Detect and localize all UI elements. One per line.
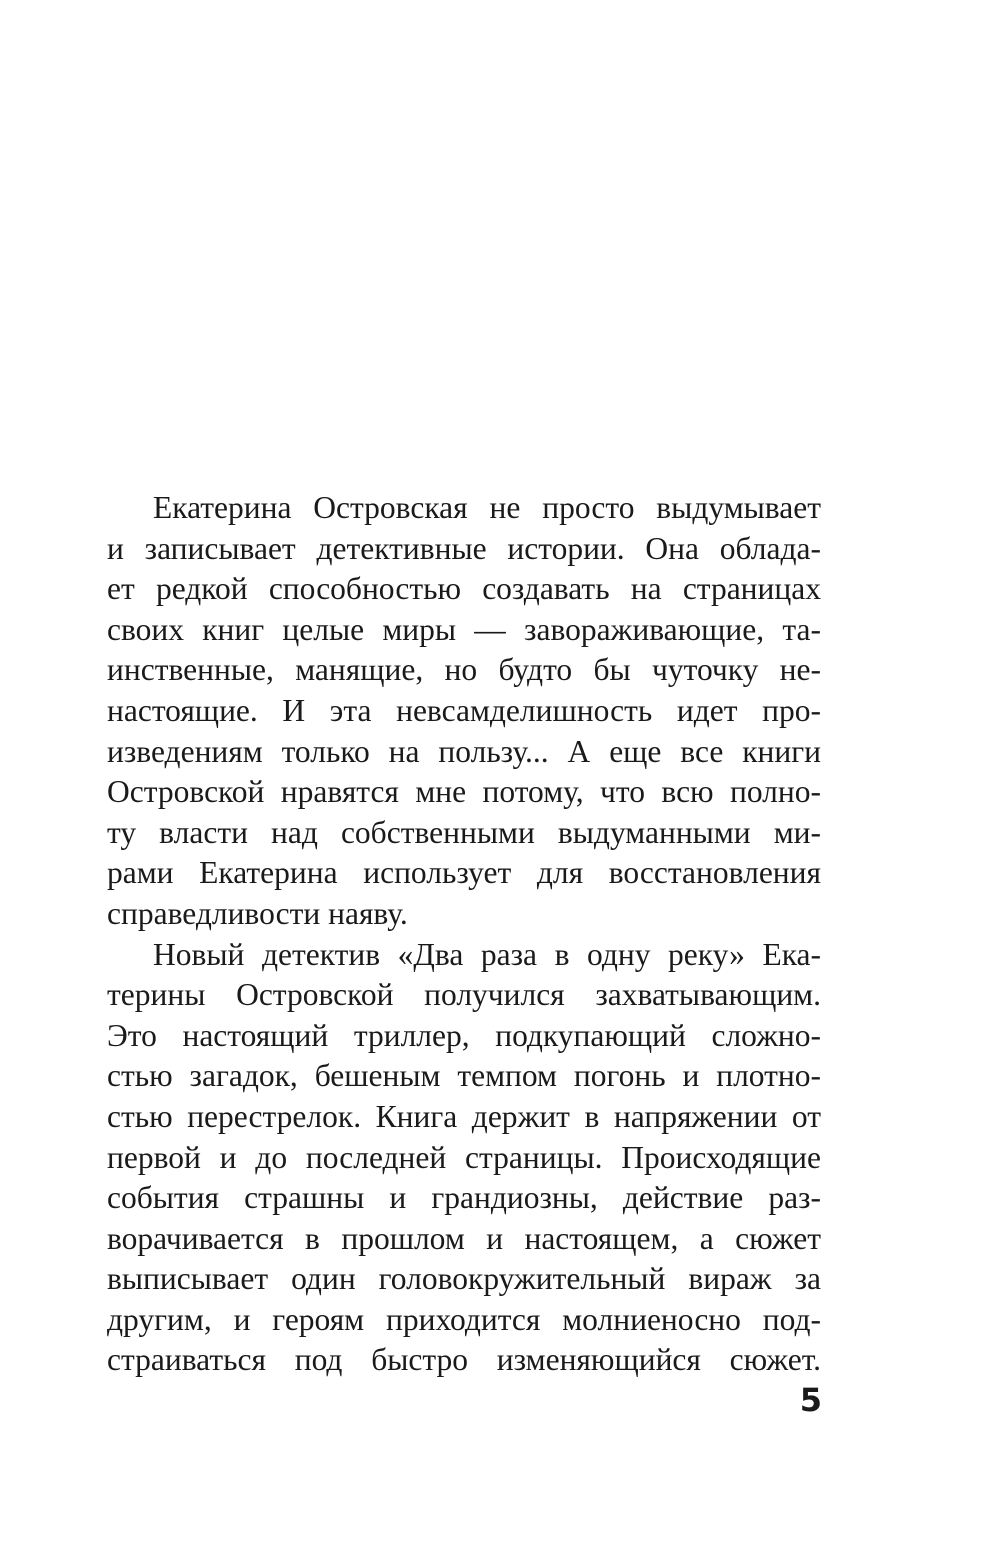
- text-line: ту власти над собственными выдуманными ми-: [107, 814, 821, 850]
- text-line: стью перестрелок. Книга держит в напряжении от: [107, 1098, 821, 1134]
- paragraph: [107, 935, 821, 1382]
- text-line: ет редкой способностью создавать на страницах: [107, 571, 821, 607]
- text-line: ворачивается в прошлом и настоящем, а сюжет: [107, 1220, 821, 1256]
- text-line: изведениям только на пользу... А еще все книги: [107, 733, 821, 769]
- body-text: [107, 488, 821, 1381]
- text-line: инственные, манящие, но будто бы чуточку не-: [107, 652, 821, 688]
- text-line: события страшны и грандиозны, действие раз-: [107, 1180, 821, 1216]
- text-line: настоящие. И эта невсамделишность идет про-: [107, 692, 821, 728]
- text-line: стью загадок, бешеным темпом погонь и плотно-: [107, 1058, 821, 1094]
- text-line: выписывает один головокружительный вираж за: [107, 1261, 821, 1297]
- text-line: Островской нравятся мне потому, что всю полно-: [107, 774, 821, 810]
- page-number: 5: [799, 1381, 822, 1419]
- text-line: терины Островской получился захватывающим.: [107, 977, 821, 1013]
- text-line: первой и до последней страницы. Происходящие: [107, 1139, 821, 1175]
- text-line: другим, и героям приходится молниеносно под-: [107, 1301, 821, 1337]
- text-line: Это настоящий триллер, подкупающий сложно-: [107, 1017, 821, 1053]
- text-line: и записывает детективные истории. Она облада-: [107, 530, 821, 566]
- text-line: Новый детектив «Два раза в одну реку» Ека-: [153, 936, 821, 972]
- text-line: рами Екатерина использует для восстановления: [107, 855, 821, 891]
- text-line: своих книг целые миры — завораживающие, та-: [107, 611, 821, 647]
- text-line: справедливости наяву.: [107, 895, 408, 931]
- text-line: Екатерина Островская не просто выдумывает: [153, 490, 821, 525]
- paragraph: [107, 488, 821, 935]
- text-line: страиваться под быстро изменяющийся сюжет.: [107, 1342, 821, 1378]
